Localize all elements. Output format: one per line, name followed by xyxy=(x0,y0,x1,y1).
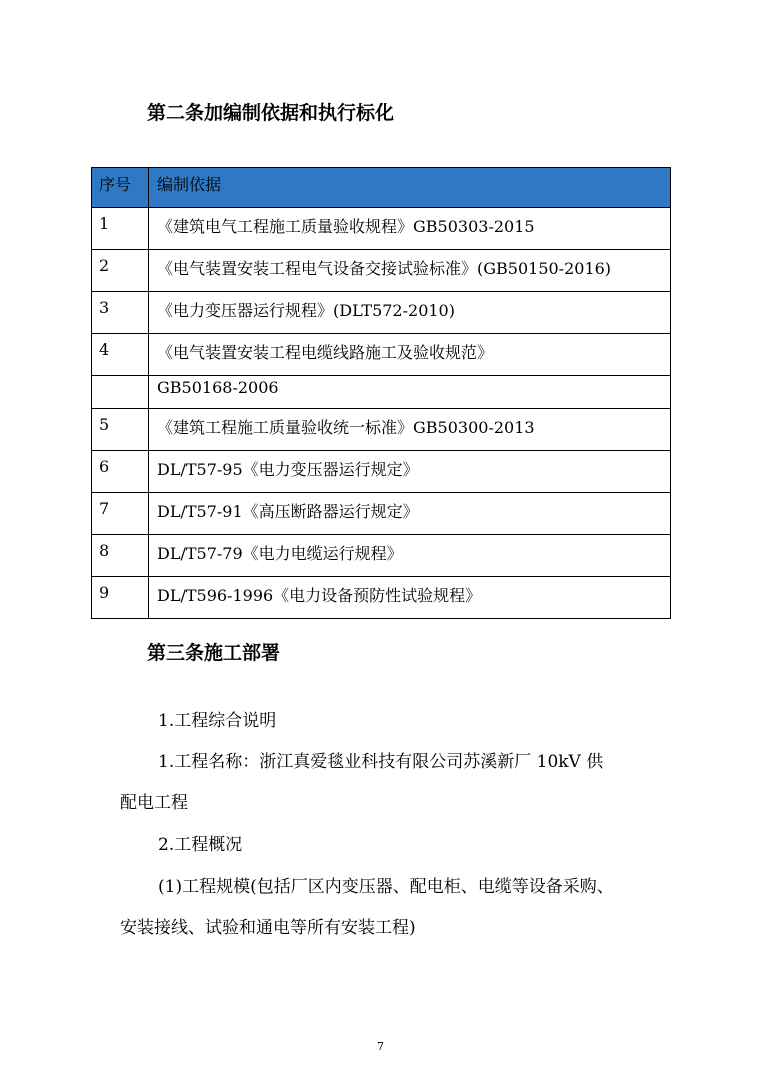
paragraph-project-name-continued: 配电工程 xyxy=(120,793,188,813)
row-basis-cell: 《电气装置安装工程电气设备交接试验标准》(GB50150-2016) xyxy=(149,250,671,292)
table-row xyxy=(92,208,671,250)
table-row xyxy=(92,250,671,292)
row-index-cell: 9 xyxy=(92,577,149,619)
header-basis-cell: 编制依据 xyxy=(149,168,671,208)
row-index-cell: 6 xyxy=(92,451,149,493)
row-index-cell: 7 xyxy=(92,493,149,535)
paragraph-project-scale: (1)工程规模(包括厂区内变压器、配电柜、电缆等设备采购、 xyxy=(158,877,614,897)
table-row xyxy=(92,292,671,334)
paragraph-project-scale-continued: 安装接线、试验和通电等所有安装工程) xyxy=(120,918,416,938)
row-basis-cell: DL/T57-79《电力电缆运行规程》 xyxy=(149,535,671,577)
row-basis-cell: DL/T57-95《电力变压器运行规定》 xyxy=(149,451,671,493)
header-index-cell: 序号 xyxy=(92,168,149,208)
table-row xyxy=(92,376,671,409)
row-index-cell: 2 xyxy=(92,250,149,292)
row-basis-cell: 《电力变压器运行规程》(DLT572-2010) xyxy=(149,292,671,334)
table-header-row xyxy=(92,168,671,208)
table-row xyxy=(92,535,671,577)
row-basis-cell: DL/T596-1996《电力设备预防性试验规程》 xyxy=(149,577,671,619)
section-2-title: 第二条加编制依据和执行标化 xyxy=(147,102,395,124)
row-basis-cell: 《建筑电气工程施工质量验收规程》GB50303-2015 xyxy=(149,208,671,250)
row-index-cell: 1 xyxy=(92,208,149,250)
row-index-cell: 4 xyxy=(92,334,149,376)
row-basis-cell: 《建筑工程施工质量验收统一标准》GB50300-2013 xyxy=(149,409,671,451)
table-row xyxy=(92,577,671,619)
paragraph-project-summary-heading: 2.工程概况 xyxy=(158,835,243,855)
row-index-cell: 3 xyxy=(92,292,149,334)
table-row xyxy=(92,493,671,535)
paragraph-project-name: 1.工程名称：浙江真爱毯业科技有限公司苏溪新厂 10kV 供 xyxy=(158,752,604,772)
row-basis-cell: DL/T57-91《高压断路器运行规定》 xyxy=(149,493,671,535)
row-index-cell: 8 xyxy=(92,535,149,577)
table-row xyxy=(92,334,671,376)
row-index-cell xyxy=(92,376,149,409)
compilation-basis-table xyxy=(91,167,671,619)
row-basis-cell: GB50168-2006 xyxy=(149,376,671,409)
row-index-cell: 5 xyxy=(92,409,149,451)
row-basis-cell: 《电气装置安装工程电缆线路施工及验收规范》 xyxy=(149,334,671,376)
table-row xyxy=(92,451,671,493)
page-number: 7 xyxy=(377,1040,384,1053)
paragraph-project-overview-heading: 1.工程综合说明 xyxy=(158,711,277,731)
section-3-title: 第三条施工部署 xyxy=(147,642,281,664)
table-row xyxy=(92,409,671,451)
